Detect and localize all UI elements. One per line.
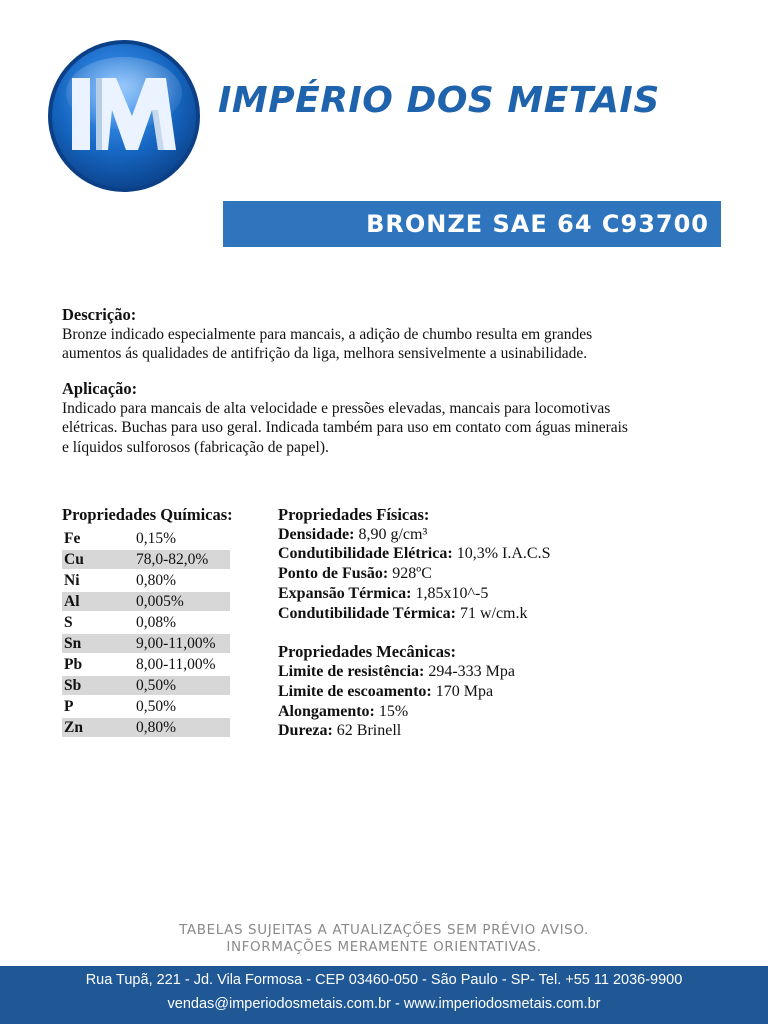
- footer: [0, 966, 768, 1024]
- element-percentage: 0,15%: [134, 529, 230, 548]
- property-row: [278, 721, 718, 741]
- description-line: aumentos ás qualidades de antifrição da liga, melhora sensivelmente a usinabilidade.: [62, 345, 588, 362]
- element-percentage: 78,0-82,0%: [134, 550, 230, 569]
- property-label: Alongamento:: [278, 702, 375, 720]
- table-row: [62, 718, 230, 737]
- property-row: [278, 682, 718, 702]
- logo: [46, 38, 202, 194]
- property-row: [278, 544, 718, 564]
- table-row: [62, 571, 230, 590]
- chemical-properties: [62, 505, 233, 739]
- disclaimer: [0, 922, 768, 956]
- table-row: [62, 697, 230, 716]
- table-row: [62, 676, 230, 695]
- physical-properties: [278, 505, 718, 741]
- element-percentage: 0,50%: [134, 697, 230, 716]
- element-symbol: Fe: [62, 529, 134, 548]
- brand-name: IMPÉRIO DOS METAIS: [218, 80, 660, 121]
- property-label: Condutibilidade Térmica:: [278, 604, 456, 622]
- property-label: Densidade:: [278, 525, 355, 543]
- chemical-heading: Propriedades Químicas:: [62, 505, 233, 524]
- property-value: 170 Mpa: [435, 682, 494, 700]
- table-row: [62, 529, 230, 548]
- footer-address: Rua Tupã, 221 - Jd. Vila Formosa - CEP 03460-050 - São Paulo - SP- Tel. +55 11 2036-9900: [85, 972, 683, 988]
- table-row: [62, 592, 230, 611]
- application-line: elétricas. Buchas para uso geral. Indicada também para uso em contato com águas minerais: [62, 419, 628, 436]
- property-row: [278, 525, 718, 545]
- mechanical-properties: [278, 642, 718, 741]
- property-label: Limite de resistência:: [278, 662, 425, 680]
- property-value: 62 Brinell: [336, 722, 402, 740]
- application-heading: Aplicação:: [62, 379, 138, 398]
- element-symbol: Zn: [62, 718, 134, 737]
- property-value: 15%: [378, 702, 409, 720]
- element-symbol: Al: [62, 592, 134, 611]
- property-value: 8,90 g/cm³: [358, 525, 428, 543]
- table-row: [62, 655, 230, 674]
- element-symbol: S: [62, 613, 134, 632]
- element-symbol: Sn: [62, 634, 134, 653]
- element-symbol: P: [62, 697, 134, 716]
- element-symbol: Sb: [62, 676, 134, 695]
- chemical-table: [62, 527, 230, 739]
- table-row: [62, 613, 230, 632]
- property-row: [278, 604, 718, 624]
- property-value: 1,85x10^-5: [415, 584, 489, 602]
- property-label: Limite de escoamento:: [278, 682, 432, 700]
- application-section: [62, 379, 732, 457]
- element-percentage: 0,08%: [134, 613, 230, 632]
- property-label: Expansão Térmica:: [278, 584, 412, 602]
- property-label: Dureza:: [278, 722, 333, 740]
- property-row: [278, 662, 718, 682]
- application-line: Indicado para mancais de alta velocidade e pressões elevadas, mancais para locomotivas: [62, 399, 611, 417]
- description-line: Bronze indicado especialmente para mancais, a adição de chumbo resulta em grandes: [62, 325, 593, 343]
- element-symbol: Pb: [62, 655, 134, 674]
- property-row: [278, 702, 718, 722]
- description-heading: Descrição:: [62, 305, 137, 324]
- property-label: Ponto de Fusão:: [278, 565, 389, 583]
- im-monogram-icon: [46, 38, 202, 194]
- element-symbol: Cu: [62, 550, 134, 569]
- application-line: e líquidos sulforosos (fabricação de papel).: [62, 438, 329, 456]
- mechanical-heading: Propriedades Mecânicas:: [278, 642, 456, 662]
- element-percentage: 0,80%: [134, 571, 230, 590]
- property-row: [278, 584, 718, 604]
- footer-contact[interactable]: vendas@imperiodosmetais.com.br - www.imperiodosmetais.com.br: [167, 996, 601, 1012]
- element-percentage: 0,80%: [134, 718, 230, 737]
- element-percentage: 8,00-11,00%: [134, 655, 230, 674]
- product-title: BRONZE SAE 64 C93700: [223, 201, 721, 247]
- table-row: [62, 634, 230, 653]
- property-value: 294-333 Mpa: [428, 662, 515, 680]
- element-symbol: Ni: [62, 571, 134, 590]
- disclaimer-line: TABELAS SUJEITAS A ATUALIZAÇÕES SEM PRÉVIO AVISO.: [179, 922, 589, 938]
- disclaimer-line: INFORMAÇÕES MERAMENTE ORIENTATIVAS.: [226, 939, 542, 955]
- physical-heading: Propriedades Físicas:: [278, 505, 430, 524]
- description-section: [62, 305, 732, 364]
- element-percentage: 0,005%: [134, 592, 230, 611]
- element-percentage: 9,00-11,00%: [134, 634, 230, 653]
- property-row: [278, 564, 718, 584]
- property-label: Condutibilidade Elétrica:: [278, 545, 453, 563]
- element-percentage: 0,50%: [134, 676, 230, 695]
- table-row: [62, 550, 230, 569]
- property-value: 10,3% I.A.C.S: [456, 545, 551, 563]
- property-value: 71 w/cm.k: [459, 604, 528, 622]
- property-value: 928ºC: [392, 565, 432, 583]
